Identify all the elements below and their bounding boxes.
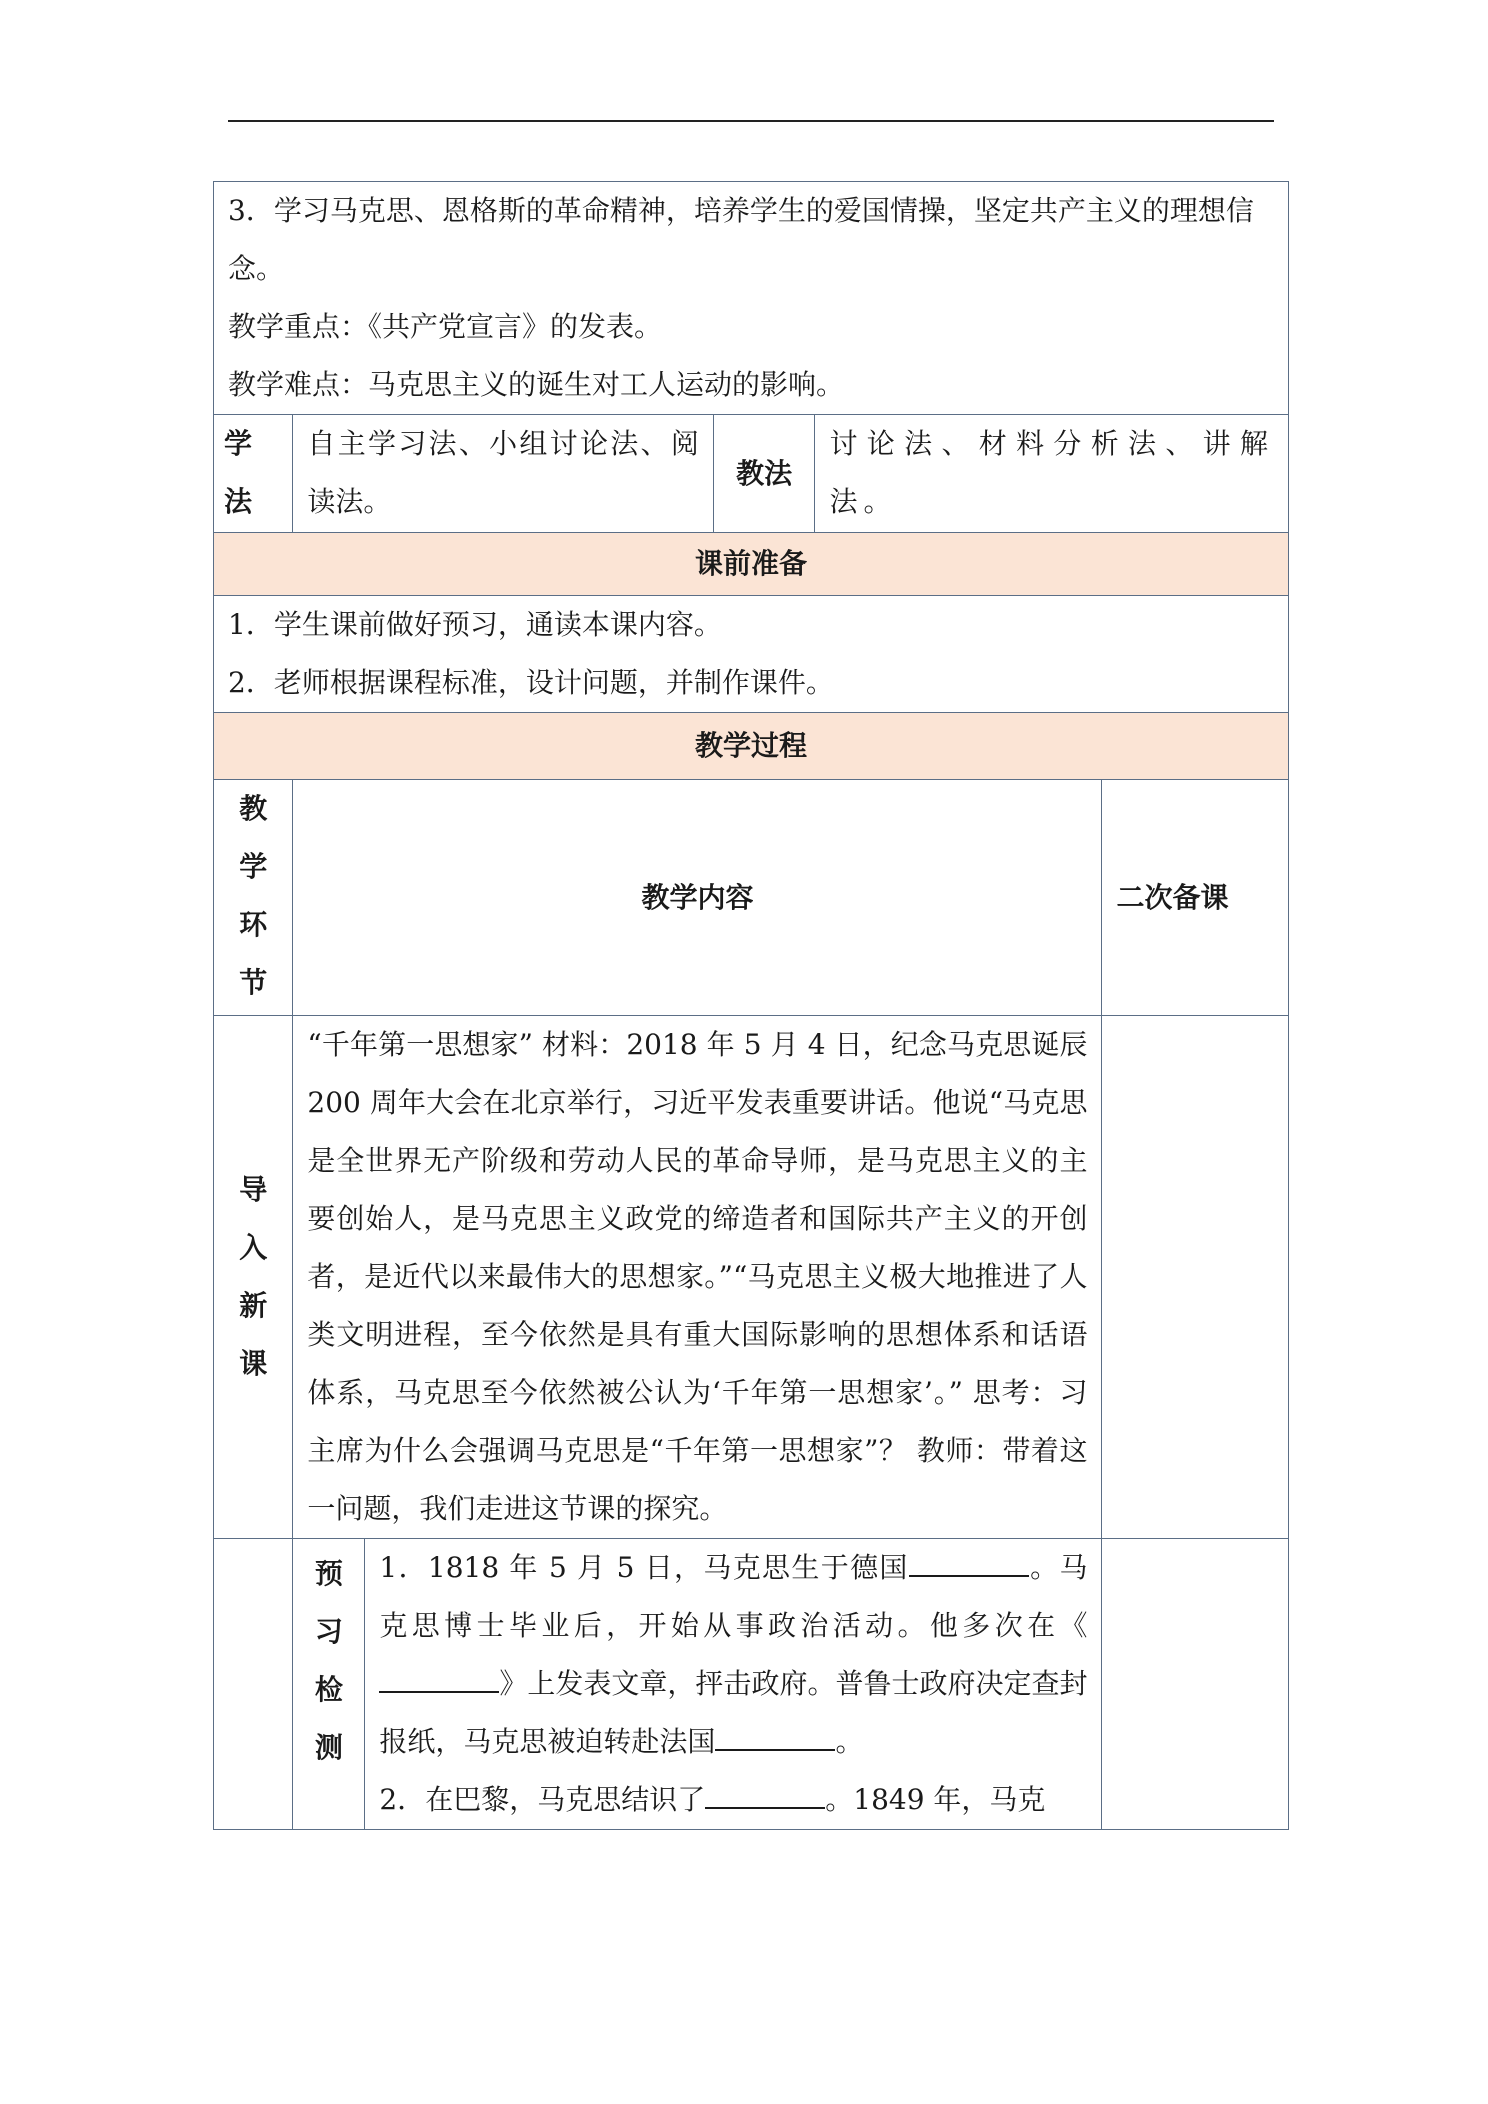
difficulty: 教学难点：马克思主义的诞生对工人运动的影响。 [228, 368, 845, 401]
prep-item: 2．老师根据课程标准，设计问题，并制作课件。 [228, 666, 834, 699]
study-method-value: 自主学习法、小组讨论法、阅读法。 [293, 415, 713, 533]
prep-items [214, 596, 1289, 713]
objective-item-3: 3．学习马克思、恩格斯的革命精神，培养学生的爱国情操，坚定共产主义的理想信念。 [228, 194, 1254, 285]
intro-second-prep [1102, 1016, 1289, 1539]
intro-content: “千年第一思想家” 材料：2018 年 5 月 4 日，纪念马克思诞辰 200 周年大会在北京举行，习近平发表重要讲话。他说“马克思是全世界无产阶级和劳动人民的革命导师，是马克思主义的主要创始人，是马克思主义政党的缔造者和国际共产主义的开创者，是近代以来最伟大的思想家。”“马克思主义极大地推进了人类文明进程，至今依然是具有重大国际影响的思想体系和话语体系，马克思至今依然被公认为‘千年第一思想家’。” 思考：习主席为什么会强调马克思是“千年第一思想家”？ 教师：带着这一问题，我们走进这节课的探究。 [293, 1016, 1102, 1539]
objectives-row [214, 182, 1289, 415]
process-title: 教学过程 [214, 713, 1289, 780]
stage-header-text: 教学环节 [239, 792, 268, 999]
fill-blank[interactable] [715, 1719, 835, 1751]
preview-second-prep [1102, 1539, 1289, 1830]
second-prep-header: 二次备课 [1102, 780, 1289, 1016]
methods-row [214, 415, 1289, 533]
preview-empty-stage [214, 1539, 293, 1830]
objectives-cell [214, 182, 1289, 415]
lesson-plan-table [213, 181, 1289, 1830]
preview-question-1: 1．1818 年 5 月 5 日，马克思生于德国 。马克思博士毕业后，开始从事政治活动。他多次在《》上发表文章，抨击政府。普鲁士政府决定查封报纸，马克思被迫转赴法国 。 [379, 1539, 1087, 1771]
preview-content [365, 1539, 1102, 1830]
preview-row [214, 1539, 1289, 1830]
prep-title-row [214, 533, 1289, 596]
teach-method-label: 教法 [713, 415, 815, 533]
fill-blank[interactable] [705, 1777, 825, 1809]
stage-header [214, 780, 293, 1016]
header-rule [228, 120, 1274, 122]
key-point: 教学重点：《共产党宣言》的发表。 [228, 310, 663, 343]
content-header: 教学内容 [293, 780, 1102, 1016]
preview-stage: 预习检测 [293, 1539, 365, 1830]
process-title-row [214, 713, 1289, 780]
prep-item: 1．学生课前做好预习，通读本课内容。 [228, 608, 722, 641]
preview-question-2: 2．在巴黎，马克思结识了 。1849 年，马克 [379, 1771, 1087, 1829]
prep-title: 课前准备 [214, 533, 1289, 596]
prep-items-row [214, 596, 1289, 713]
process-header-row [214, 780, 1289, 1016]
teach-method-value: 讨论法、材料分析法、讲解法。 [815, 415, 1289, 533]
intro-row [214, 1016, 1289, 1539]
fill-blank[interactable] [909, 1545, 1029, 1577]
intro-stage: 导入新课 [214, 1016, 293, 1539]
study-method-label: 学法 [214, 415, 293, 533]
fill-blank[interactable] [379, 1661, 499, 1693]
